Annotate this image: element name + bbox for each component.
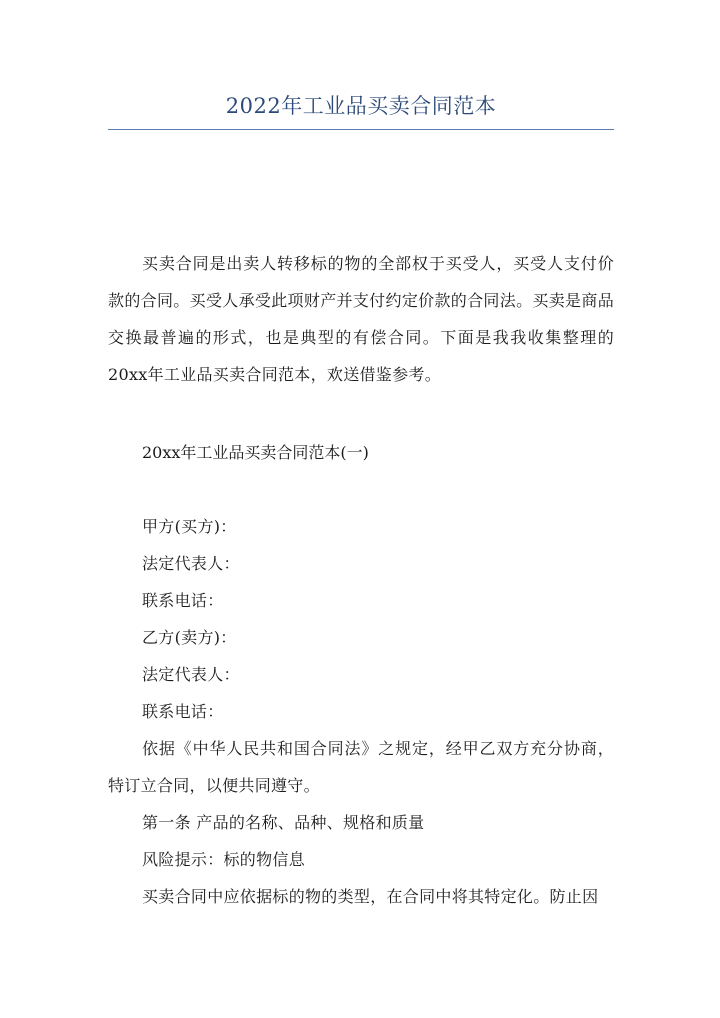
section-heading: 20xx年工业品买卖合同范本(一) <box>142 443 369 462</box>
party-a-phone-line: 联系电话： <box>142 591 224 610</box>
party-b-representative-line: 法定代表人： <box>142 665 240 684</box>
title-underline <box>108 129 614 130</box>
party-a-line: 甲方(买方)： <box>142 517 237 536</box>
article-1-heading: 第一条 产品的名称、品种、规格和质量 <box>142 813 425 832</box>
risk-note-line: 风险提示：标的物信息 <box>142 850 306 869</box>
legal-basis-paragraph: 依据《中华人民共和国合同法》之规定，经甲乙双方充分协商，特订立合同，以便共同遵守。 <box>108 739 614 795</box>
intro-paragraph: 买卖合同是出卖人转移标的物的全部权于买受人，买受人支付价款的合同。买受人承受此项财产并支付约定价款的合同法。买卖是商品交换最普遍的形式，也是典型的有偿合同。下面是我我收集整理的20xx年工业品买卖合同范本，欢送借鉴参考。 <box>108 254 614 384</box>
document-title: 2022年工业品买卖合同范本 <box>225 94 497 118</box>
party-a-representative-line: 法定代表人： <box>142 554 240 573</box>
contract-body <box>108 508 614 915</box>
party-b-phone-line: 联系电话： <box>142 702 224 721</box>
party-b-line: 乙方(卖方)： <box>142 628 237 647</box>
article-1-paragraph: 买卖合同中应依据标的物的类型，在合同中将其特定化。防止因 <box>142 887 599 906</box>
